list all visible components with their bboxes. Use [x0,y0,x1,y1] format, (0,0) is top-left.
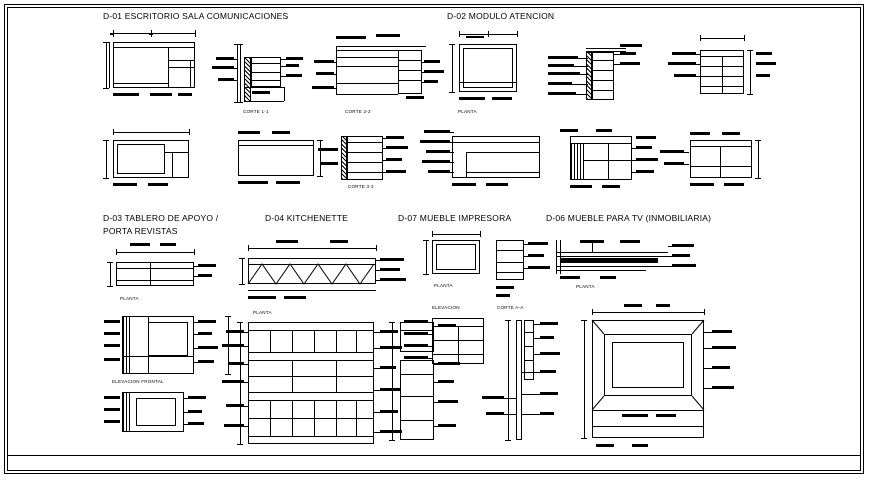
caption-corte-a-a: CORTE A-A [497,305,524,310]
caption-planta-d07: PLANTA [434,283,453,288]
caption-elevacion-frontal: ELEVACION FRONTAL [112,379,164,384]
caption-planta-d04: PLANTA [253,310,272,315]
d06-diagonals [592,320,704,438]
section-title-d06: D-06 MUEBLE PARA TV (INMOBILIARIA) [546,213,712,223]
caption-corte-2-2: CORTE 2-2 [345,109,371,114]
caption-planta-d06: PLANTA [576,284,595,289]
section-title-d01: D-01 ESCRITORIO SALA COMUNICACIONES [103,11,289,21]
section-title-d03: D-03 TABLERO DE APOYO / [103,213,219,223]
caption-planta-d02: PLANTA [458,109,477,114]
d04-plan-triangles [248,264,376,284]
section-title-d02: D-02 MODULO ATENCION [447,11,555,21]
caption-elevacion-d07: ELEVACION [432,305,460,310]
caption-corte-3-3: CORTE 3-3 [348,184,374,189]
section-title-d04: D-04 KITCHENETTE [265,213,349,223]
caption-planta-d03: PLANTA [120,296,139,301]
sheet-bottom-band [8,455,860,472]
section-title-d03-line2: PORTA REVISTAS [103,226,178,236]
caption-corte-1-1: CORTE 1-1 [243,109,269,114]
section-title-d07: D-07 MUEBLE IMPRESORA [398,213,512,223]
